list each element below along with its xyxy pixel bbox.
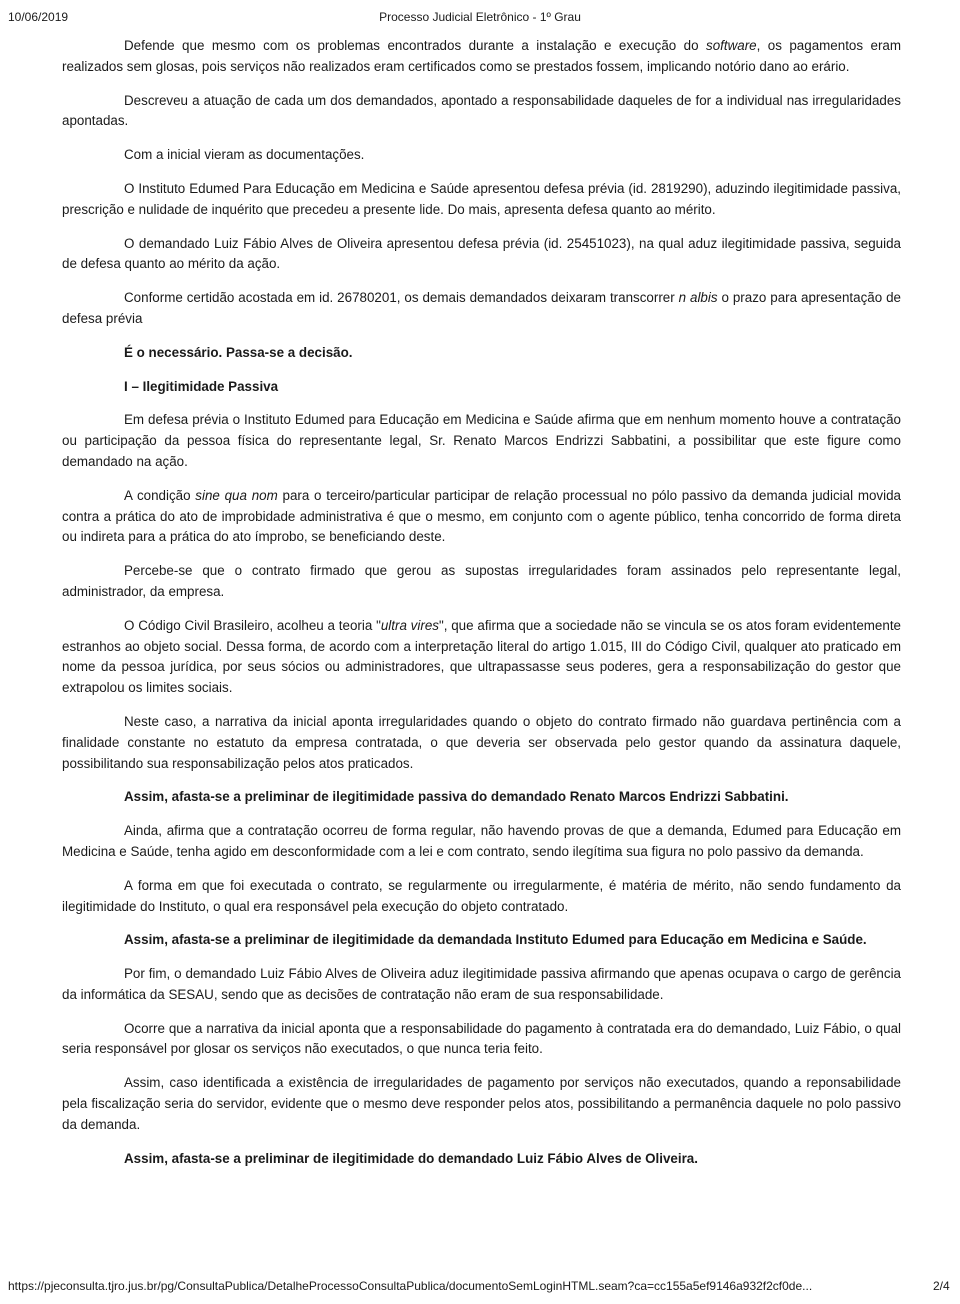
body-paragraph: Em defesa prévia o Instituto Edumed para Educação em Medicina e Saúde afirma que em nenhum momento houve a contratação ou participação da pessoa física do representante legal, Sr. Renato Marcos Endrizzi Sabbatini, a possibilitar que este figure como demandado na ação. bbox=[62, 412, 901, 469]
italic-term: software bbox=[706, 38, 757, 53]
body-paragraph: Conforme certidão acostada em id. 26780201, os demais demandados deixaram transcorrer n albis o prazo para apresentação de defesa prévia bbox=[62, 290, 901, 326]
body-paragraph: A condição sine qua nom para o terceiro/particular participar de relação processual no pólo passivo da demanda judicial movida contra a prática do ato de improbidade administrativa é que o mesmo, em conjunto com o agente público, tenha concorrido de forma direta ou indireta para a prática do ato ímprobo, se beneficiando deste. bbox=[62, 487, 901, 545]
section-heading-paragraph: I – Ilegitimidade Passiva bbox=[124, 378, 279, 394]
italic-term: n albis bbox=[678, 290, 718, 306]
section-heading-paragraph: É o necessário. Passa-se a decisão. bbox=[124, 344, 353, 360]
page-header-title: Processo Judicial Eletrônico - 1º Grau bbox=[379, 10, 581, 24]
italic-term: ultra vires bbox=[380, 617, 439, 633]
page-number: 2/4 bbox=[933, 1279, 950, 1293]
body-paragraph: A forma em que foi executada o contrato, se regularmente ou irregularmente, é matéria de mérito, não sendo fundamento da ilegitimidade do Instituto, o qual era responsável pela execução do objeto contratado. bbox=[62, 877, 901, 914]
section-heading-paragraph: Assim, afasta-se a preliminar de ilegitimidade do demandado Luiz Fábio Alves de Oliveira. bbox=[124, 1150, 698, 1166]
body-paragraph: Assim, caso identificada a existência de irregularidades de pagamento por serviços não executados, quando a reponsabilidade pela fiscalização seria do servidor, evidente que o mesmo deve responder pelos atos, possibilitando a permanência daquele no polo passivo da demanda. bbox=[62, 1075, 901, 1132]
print-date: 10/06/2019 bbox=[8, 10, 69, 24]
body-paragraph: Descreveu a atuação de cada um dos demandados, apontado a responsabilidade daqueles de for a individual nas irregularidades apontadas. bbox=[62, 92, 901, 129]
body-paragraph: Ainda, afirma que a contratação ocorreu de forma regular, não havendo provas de que a demanda, Edumed para Educação em Medicina e Saúde, tenha agido em desconformidade com a lei e com contrato, sendo ilegítima sua figura no polo passivo da demanda. bbox=[62, 823, 901, 859]
body-paragraph: Defende que mesmo com os problemas encontrados durante a instalação e execução do software, os pagamentos eram realizados sem glosas, pois serviços não realizados eram certificados como se prestados fossem, implicando notório dano ao erário. bbox=[62, 38, 902, 74]
body-paragraph: Neste caso, a narrativa da inicial aponta irregularidades quando o objeto do contrato firmado não guardava pertinência com a finalidade constante no estatuto da empresa contratada, o que deveria ser observada pelo gestor quando da assinatura daquele, possibilitando sua responsabilização pelos atos praticados. bbox=[62, 713, 901, 771]
section-heading-paragraph: Assim, afasta-se a preliminar de ilegitimidade da demandada Instituto Edumed para Educação em Medicina e Saúde. bbox=[124, 932, 867, 948]
italic-term: sine qua nom bbox=[195, 487, 278, 503]
body-paragraph: O Código Civil Brasileiro, acolheu a teoria "ultra vires", que afirma que a sociedade não se vincula se os atos foram evidentemente estranhos ao objeto social. Dessa forma, de acordo com a interpretação literal do artigo 1.015, III do Código Civil, qualquer ato praticado em nome da pessoa jurídica, por seus sócios ou administradores, que ultrapassasse seus poderes, gera a responsabilização do gestor que extrapolou os limites sociais. bbox=[62, 617, 901, 696]
body-paragraph: Por fim, o demandado Luiz Fábio Alves de Oliveira aduz ilegitimidade passiva afirmando que apenas ocupava o cargo de gerência da informática da SESAU, sendo que as decisões de contratação não eram de sua responsabilidade. bbox=[62, 966, 901, 1002]
section-heading-paragraph: Assim, afasta-se a preliminar de ilegitimidade passiva do demandado Renato Marcos Endrizzi Sabbatini. bbox=[124, 789, 789, 805]
body-paragraph: O Instituto Edumed Para Educação em Medicina e Saúde apresentou defesa prévia (id. 2819290), aduzindo ilegitimidade passiva, prescrição e nulidade de inquérito que precedeu a presente lide. Do mais, apresenta defesa quanto ao mérito. bbox=[62, 180, 901, 217]
footer-url: https://pjeconsulta.tjro.jus.br/pg/ConsultaPublica/DetalheProcessoConsultaPublica/documentoSemLoginHTML.seam?ca=cc155a5ef9146a932f2cf0de... bbox=[8, 1279, 813, 1293]
document-body bbox=[62, 36, 901, 1182]
body-paragraph: Percebe-se que o contrato firmado que gerou as supostas irregularidades foram assinados pelo representante legal, administrador, da empresa. bbox=[62, 563, 901, 599]
body-paragraph: Ocorre que a narrativa da inicial aponta que a responsabilidade do pagamento à contratada era do demandado, Luiz Fábio, o qual seria responsável por glosar os serviços não executados, o que nunca teria feito. bbox=[62, 1020, 901, 1057]
body-paragraph: O demandado Luiz Fábio Alves de Oliveira apresentou defesa prévia (id. 25451023), na qual aduz ilegitimidade passiva, seguida de defesa quanto ao mérito da ação. bbox=[62, 235, 901, 272]
body-paragraph: Com a inicial vieram as documentações. bbox=[124, 147, 365, 163]
